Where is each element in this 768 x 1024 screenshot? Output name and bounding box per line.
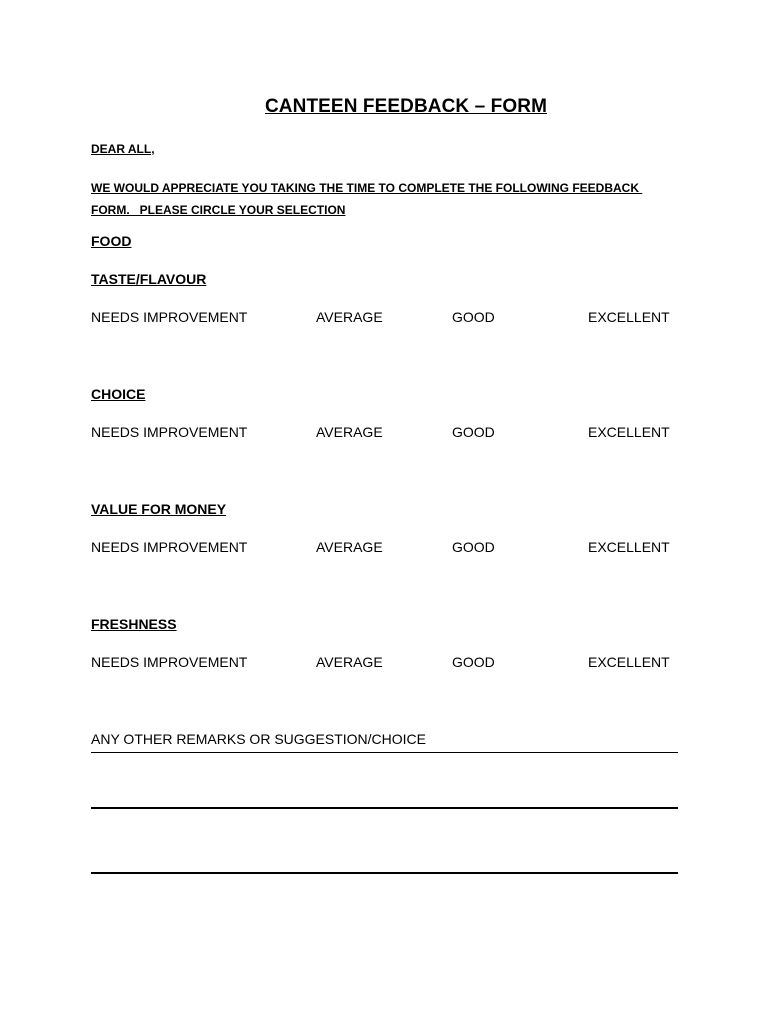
intro-line-2: FORM. PLEASE CIRCLE YOUR SELECTION (91, 203, 346, 217)
option-good[interactable]: GOOD (452, 539, 495, 555)
option-excellent[interactable]: EXCELLENT (588, 309, 670, 325)
question-heading-value-for-money: VALUE FOR MONEY (91, 501, 227, 517)
salutation: DEAR ALL, (91, 142, 155, 156)
question-heading-freshness: FRESHNESS (91, 616, 177, 632)
option-good[interactable]: GOOD (452, 654, 495, 670)
option-average[interactable]: AVERAGE (316, 309, 383, 325)
option-average[interactable]: AVERAGE (316, 424, 383, 440)
remarks-line-3[interactable] (91, 872, 678, 874)
option-good[interactable]: GOOD (452, 424, 495, 440)
form-title: CANTEEN FEEDBACK – FORM (264, 96, 548, 117)
rating-options-value-for-money (91, 539, 691, 559)
category-heading: FOOD (91, 233, 132, 249)
rating-options-freshness (91, 654, 691, 674)
question-heading-choice: CHOICE (91, 386, 146, 402)
option-needs-improvement[interactable]: NEEDS IMPROVEMENT (91, 424, 248, 440)
rating-options-choice (91, 424, 691, 444)
option-excellent[interactable]: EXCELLENT (588, 424, 670, 440)
option-excellent[interactable]: EXCELLENT (588, 539, 670, 555)
remarks-line-1[interactable] (91, 752, 678, 753)
remarks-line-2[interactable] (91, 807, 678, 809)
option-needs-improvement[interactable]: NEEDS IMPROVEMENT (91, 654, 248, 670)
rating-options-taste (91, 309, 691, 329)
option-average[interactable]: AVERAGE (316, 654, 383, 670)
option-average[interactable]: AVERAGE (316, 539, 383, 555)
question-heading-taste: TASTE/FLAVOUR (91, 271, 207, 287)
intro-line-1: WE WOULD APPRECIATE YOU TAKING THE TIME TO COMPLETE THE FOLLOWING FEEDBACK (91, 181, 643, 195)
option-good[interactable]: GOOD (452, 309, 495, 325)
intro-text (91, 177, 691, 221)
remarks-label: ANY OTHER REMARKS OR SUGGESTION/CHOICE (91, 731, 427, 747)
option-needs-improvement[interactable]: NEEDS IMPROVEMENT (91, 309, 248, 325)
option-needs-improvement[interactable]: NEEDS IMPROVEMENT (91, 539, 248, 555)
option-excellent[interactable]: EXCELLENT (588, 654, 670, 670)
